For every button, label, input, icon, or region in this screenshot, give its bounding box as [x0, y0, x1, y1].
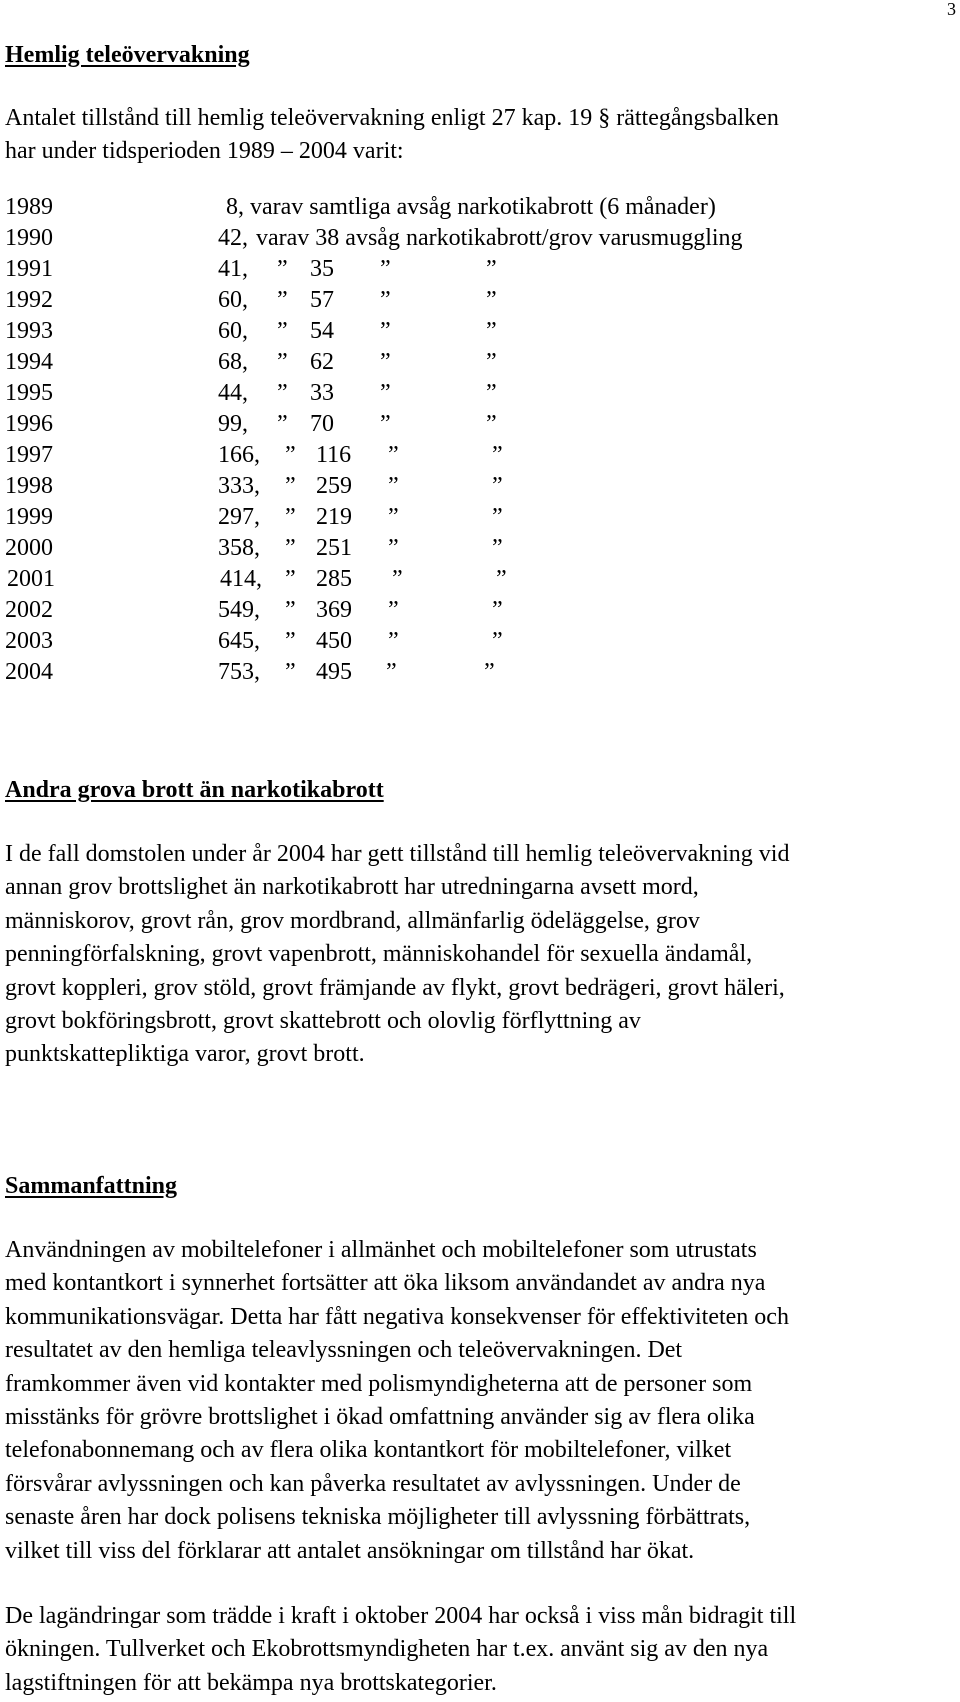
row-total: 68, — [218, 349, 248, 375]
ditto-mark: ” — [277, 287, 288, 313]
row-year: 2002 — [5, 597, 53, 623]
intro-paragraph — [5, 102, 955, 169]
text-line: lagstiftningen för att bekämpa nya brottskategorier. — [5, 1669, 497, 1696]
stats-row-2002 — [0, 597, 960, 627]
row-description: varav samtliga avsåg narkotikabrott (6 månader) — [250, 194, 716, 220]
ditto-mark: ” — [388, 628, 399, 654]
row-year: 1993 — [5, 318, 53, 344]
text-line: grovt koppleri, grov stöld, grovt främjande av flykt, grovt bedrägeri, grovt häleri, — [5, 974, 785, 1001]
stats-row-1993 — [0, 318, 960, 348]
ditto-mark: ” — [486, 256, 497, 282]
row-year: 1995 — [5, 380, 53, 406]
text-line: resultatet av den hemliga teleavlyssningen och teleövervakningen. Det — [5, 1337, 683, 1364]
row-count: 285 — [316, 566, 352, 592]
ditto-mark: ” — [386, 659, 397, 685]
stats-row-1991 — [0, 256, 960, 286]
stats-row-2003 — [0, 628, 960, 658]
row-count: 70 — [310, 411, 334, 437]
section-title-hemlig-teleovervakning: Hemlig teleövervakning — [5, 42, 250, 68]
row-count: 62 — [310, 349, 334, 375]
ditto-mark: ” — [492, 535, 503, 561]
paragraph-andra-grova-brott — [5, 838, 955, 1072]
ditto-mark: ” — [285, 473, 296, 499]
ditto-mark: ” — [380, 318, 391, 344]
ditto-mark: ” — [380, 349, 391, 375]
row-total: 42, — [218, 225, 248, 251]
text-line: har under tidsperioden 1989 – 2004 varit: — [5, 138, 404, 165]
row-year: 2001 — [7, 566, 55, 592]
ditto-mark: ” — [388, 535, 399, 561]
row-year: 1999 — [5, 504, 53, 530]
paragraph-sammanfattning-2 — [5, 1600, 955, 1700]
ditto-mark: ” — [388, 473, 399, 499]
section-title-andra-grova-brott: Andra grova brott än narkotikabrott — [5, 777, 384, 803]
ditto-mark: ” — [492, 473, 503, 499]
stats-row-1994 — [0, 349, 960, 379]
ditto-mark: ” — [492, 597, 503, 623]
row-count: 450 — [316, 628, 352, 654]
ditto-mark: ” — [388, 597, 399, 623]
ditto-mark: ” — [484, 659, 495, 685]
page-number: 3 — [947, 0, 956, 19]
text-line: grovt bokföringsbrott, grovt skattebrott och olovlig förflyttning av — [5, 1008, 641, 1035]
row-year: 2004 — [5, 659, 53, 685]
text-line: människorov, grovt rån, grov mordbrand, allmänfarlig ödeläggelse, grov — [5, 907, 700, 934]
row-total: 645, — [218, 628, 260, 654]
row-year: 1996 — [5, 411, 53, 437]
ditto-mark: ” — [492, 628, 503, 654]
row-total: 358, — [218, 535, 260, 561]
row-total: 753, — [218, 659, 260, 685]
ditto-mark: ” — [285, 597, 296, 623]
row-count: 33 — [310, 380, 334, 406]
ditto-mark: ” — [380, 287, 391, 313]
text-line: Antalet tillstånd till hemlig teleövervakning enligt 27 kap. 19 § rättegångsbalken — [5, 105, 779, 131]
row-count: 116 — [316, 442, 352, 468]
ditto-mark: ” — [285, 659, 296, 685]
row-total: 60, — [218, 287, 248, 313]
stats-row-1997 — [0, 442, 960, 472]
ditto-mark: ” — [486, 287, 497, 313]
text-line: kommunikationsvägar. Detta har fått negativa konsekvenser för effektiviteten och — [5, 1303, 789, 1330]
stats-row-2000 — [0, 535, 960, 565]
ditto-mark: ” — [392, 566, 403, 592]
ditto-mark: ” — [380, 380, 391, 406]
stats-row-2004 — [0, 659, 960, 689]
text-line: vilket till viss del förklarar att antalet ansökningar om tillstånd har ökat. — [5, 1537, 695, 1564]
row-year: 1989 — [5, 194, 53, 220]
row-total: 166, — [218, 442, 260, 468]
ditto-mark: ” — [486, 411, 497, 437]
text-line: senaste åren har dock polisens tekniska möjligheter till avlyssning förbättrats, — [5, 1504, 751, 1531]
row-total: 8, — [226, 194, 244, 220]
row-total: 99, — [218, 411, 248, 437]
ditto-mark: ” — [285, 504, 296, 530]
paragraph-sammanfattning-1 — [5, 1234, 955, 1568]
stats-row-1996 — [0, 411, 960, 441]
text-line: försvårar avlyssningen och kan påverka resultatet av avlyssningen. Under de — [5, 1470, 741, 1497]
row-year: 1994 — [5, 349, 53, 375]
row-year: 1992 — [5, 287, 53, 313]
row-count: 35 — [310, 256, 334, 282]
ditto-mark: ” — [380, 411, 391, 437]
stats-row-1989 — [0, 194, 960, 224]
ditto-mark: ” — [492, 442, 503, 468]
stats-row-1998 — [0, 473, 960, 503]
stats-row-1990 — [0, 225, 960, 255]
ditto-mark: ” — [277, 411, 288, 437]
row-total: 44, — [218, 380, 248, 406]
ditto-mark: ” — [486, 349, 497, 375]
row-year: 1991 — [5, 256, 53, 282]
ditto-mark: ” — [486, 318, 497, 344]
row-description: varav 38 avsåg narkotikabrott/grov varusmuggling — [256, 225, 743, 251]
ditto-mark: ” — [277, 256, 288, 282]
text-line: misstänks för grövre brottslighet i ökad omfattning använder sig av flera olika — [5, 1404, 755, 1431]
row-total: 414, — [220, 566, 262, 592]
text-line: annan grov brottslighet än narkotikabrott har utredningarna avsett mord, — [5, 874, 699, 901]
text-line: Användningen av mobiltelefoner i allmänhet och mobiltelefoner som utrustats — [5, 1237, 757, 1263]
row-count: 251 — [316, 535, 352, 561]
text-line: framkommer även vid kontakter med polismyndigheterna att de personer som — [5, 1370, 753, 1397]
row-count: 219 — [316, 504, 352, 530]
ditto-mark: ” — [285, 442, 296, 468]
stats-row-1992 — [0, 287, 960, 317]
row-year: 1998 — [5, 473, 53, 499]
stats-row-1995 — [0, 380, 960, 410]
ditto-mark: ” — [277, 349, 288, 375]
section-title-sammanfattning: Sammanfattning — [5, 1173, 178, 1199]
row-year: 2000 — [5, 535, 53, 561]
row-total: 333, — [218, 473, 260, 499]
ditto-mark: ” — [388, 504, 399, 530]
text-line: penningförfalskning, grovt vapenbrott, människohandel för sexuella ändamål, — [5, 941, 753, 968]
row-total: 41, — [218, 256, 248, 282]
ditto-mark: ” — [492, 504, 503, 530]
row-count: 259 — [316, 473, 352, 499]
ditto-mark: ” — [285, 628, 296, 654]
ditto-mark: ” — [380, 256, 391, 282]
ditto-mark: ” — [486, 380, 497, 406]
row-total: 297, — [218, 504, 260, 530]
row-count: 369 — [316, 597, 352, 623]
row-year: 1997 — [5, 442, 53, 468]
ditto-mark: ” — [285, 566, 296, 592]
text-line: med kontantkort i synnerhet fortsätter att öka liksom användandet av andra nya — [5, 1270, 766, 1297]
row-count: 495 — [316, 659, 352, 685]
stats-row-2001 — [0, 566, 960, 596]
row-year: 2003 — [5, 628, 53, 654]
ditto-mark: ” — [285, 535, 296, 561]
stats-row-1999 — [0, 504, 960, 534]
text-line: I de fall domstolen under år 2004 har gett tillstånd till hemlig teleövervakning vid — [5, 841, 790, 867]
ditto-mark: ” — [496, 566, 507, 592]
row-total: 60, — [218, 318, 248, 344]
ditto-mark: ” — [277, 318, 288, 344]
row-count: 54 — [310, 318, 334, 344]
text-line: De lagändringar som trädde i kraft i oktober 2004 har också i viss mån bidragit till — [5, 1603, 797, 1629]
text-line: telefonabonnemang och av flera olika kontantkort för mobiltelefoner, vilket — [5, 1437, 732, 1464]
row-year: 1990 — [5, 225, 53, 251]
text-line: punktskattepliktiga varor, grovt brott. — [5, 1041, 365, 1068]
row-total: 549, — [218, 597, 260, 623]
row-count: 57 — [310, 287, 334, 313]
text-line: ökningen. Tullverket och Ekobrottsmyndigheten har t.ex. använt sig av den nya — [5, 1636, 769, 1663]
ditto-mark: ” — [388, 442, 399, 468]
ditto-mark: ” — [277, 380, 288, 406]
